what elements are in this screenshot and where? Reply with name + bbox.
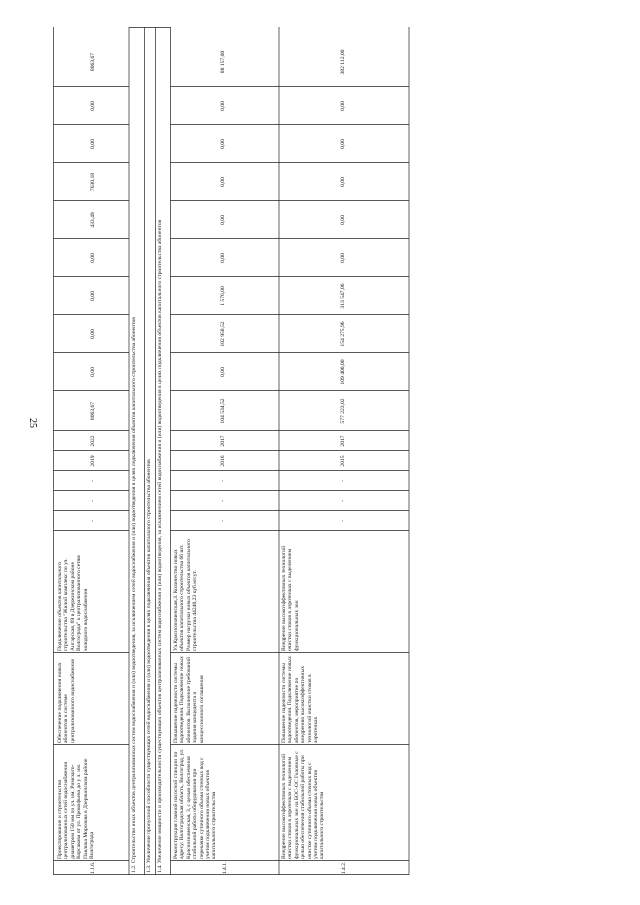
page-number: 25 — [27, 418, 38, 428]
row-116-total: 8063,67 — [89, 401, 96, 421]
row-141-c7: - — [219, 480, 226, 482]
row-141-goal: Повышение надежности системы водоотведения. Подключение новых абонентов. Выполнение требований задания концедента и концессионного соглашения — [173, 656, 205, 743]
row-142-v2: 154 275,96 — [339, 321, 346, 347]
row-116-year-end: 2022 — [89, 435, 96, 447]
row-141-c5: - — [219, 520, 226, 522]
row-116-goal: Обеспечение подключения новых абонентов к системе централизованного водоснабжения — [57, 659, 76, 743]
row-141-v7: 0,00 — [219, 139, 226, 149]
row-116-name: Проектирование и строительство централизованных сетей водоснабжения диаметром 150 мм по ул. им. Римского-Корсакова от ул. Прокофьева до у л. им. Павлика Морозова в Дзержинском районе Волгограда — [57, 758, 96, 859]
row-142-c7: - — [339, 480, 346, 482]
row-141-v2: 102 958,52 — [219, 321, 226, 347]
row-142-v4: 0,00 — [339, 253, 346, 263]
row-116-c5: - — [89, 520, 96, 522]
row-142-v3: 313 547,06 — [339, 283, 346, 309]
row-141-year-end: 2017 — [219, 435, 226, 447]
row-141-v6: 0,00 — [219, 177, 226, 187]
row-142-v6: 0,00 — [339, 177, 346, 187]
row-116-v3: 0,00 — [89, 291, 96, 301]
row-116-c6: - — [89, 500, 96, 502]
section-1-3: 1.3. Увеличение пропускной способности существующих сетей водоснабжения и (или) водоотведения в целях подключения объектов капитального строительства абонентов — [146, 459, 152, 873]
row-141-year-start: 2016 — [219, 455, 226, 467]
row-116-c7: - — [89, 480, 96, 482]
row-142-v9: 382 112,00 — [339, 49, 346, 75]
row-142-c6: - — [339, 500, 346, 502]
row-141-v4: 0,00 — [219, 253, 226, 263]
row-142-v1: 109 400,00 — [339, 359, 346, 385]
row-142-goal: Повышение надежности системы водоотведения. Подключение новых абонентов, мероприятие по внедрению высокоэффективных технологий очистки стоков в аэротенках — [281, 656, 320, 743]
row-142-name: Внедрение высокоэффективных технологий очистки стоков в аэротенках с выделением функциональных зон на БОС-ОС Головные с целью обеспечения стабильной работы при очистке суточного объема сточных вод с учетом подключения новых объектов капитального строительства — [281, 751, 326, 859]
row-141-v8: 0,00 — [219, 101, 226, 111]
row-116-v2: 0,00 — [89, 329, 96, 339]
section-1-4: 1.4. Увеличение мощности и производительности существующих объектов централизованных систем водоснабжения и (или) водоотведения, за исключением сетей водоснабжения и (или) водоотведения в целях подключения объектов капитального строительства абонентов — [157, 219, 163, 873]
row-142-v8: 0,00 — [339, 101, 346, 111]
row-141-c6: - — [219, 500, 226, 502]
row-141-v3: 1 576,00 — [219, 286, 226, 306]
row-116-v4: 0,00 — [89, 253, 96, 263]
row-116-v5: 433,49 — [89, 212, 96, 228]
row-116-tech: Подключение объектов капитального строительства "Жилой комплекс по ул. Ангарская, 69 в Дзержинском районе Волгограда" к централизованного сетям холодного водоснабжения — [57, 555, 89, 651]
row-141-total: 104 534,52 — [219, 398, 226, 424]
row-141-v1: 0,00 — [219, 367, 226, 377]
row-142-total: 577 223,02 — [339, 398, 346, 424]
row-142-v7: 0,00 — [339, 139, 346, 149]
row-141-v5: 0,00 — [219, 215, 226, 225]
row-141-num: 1.4.1. — [221, 861, 228, 875]
row-141-name: Реконструкция главной насосной станции по адресу: Волгоградская область, Волгоград, ул. Краснознаменская, 3, с целью обеспечения стабильной работы оборудования при перекачке суточного объема сточных вод с учетом подключения новых объектов капитального строительства — [173, 748, 218, 859]
row-142-c5: - — [339, 520, 346, 522]
row-116-v8: 0,00 — [89, 101, 96, 111]
row-116-v7: 0,00 — [89, 139, 96, 149]
rotated-table — [53, 27, 637, 875]
row-142-v5: 0,00 — [339, 215, 346, 225]
row-116-v9: 8063,67 — [89, 52, 96, 72]
row-142-num: 1.4.2. — [340, 861, 347, 875]
row-116-v6: 7630,18 — [89, 172, 96, 192]
row-116-num: 1.1.6. — [89, 861, 96, 875]
row-142-tech: Внедрение высокоэффективных технологий очистки стоков в аэротенках с выделением функциональных зон — [281, 545, 300, 651]
row-141-tech: Ул.Краснозначенская,3. Количество новых объектов капитального строительства 66 шт. Размер нагрузки новых объектов капитального строительства 44248,23 куб.м/сут. — [173, 539, 199, 651]
row-141-v9: 88 157,00 — [219, 50, 226, 74]
section-1-2: 1.2. Строительство иных объектов централизованных систем водоснабжения и (или) водоотведения, за исключением сетей водоснабжения и (или) водоотведения в целях подключения объектов капитального строительства абонентов — [131, 317, 137, 873]
row-116-year-start: 2019 — [89, 455, 96, 467]
row-116-v1: 0,00 — [89, 367, 96, 377]
row-142-year-end: 2017 — [339, 435, 346, 447]
row-142-year-start: 2015 — [339, 455, 346, 467]
